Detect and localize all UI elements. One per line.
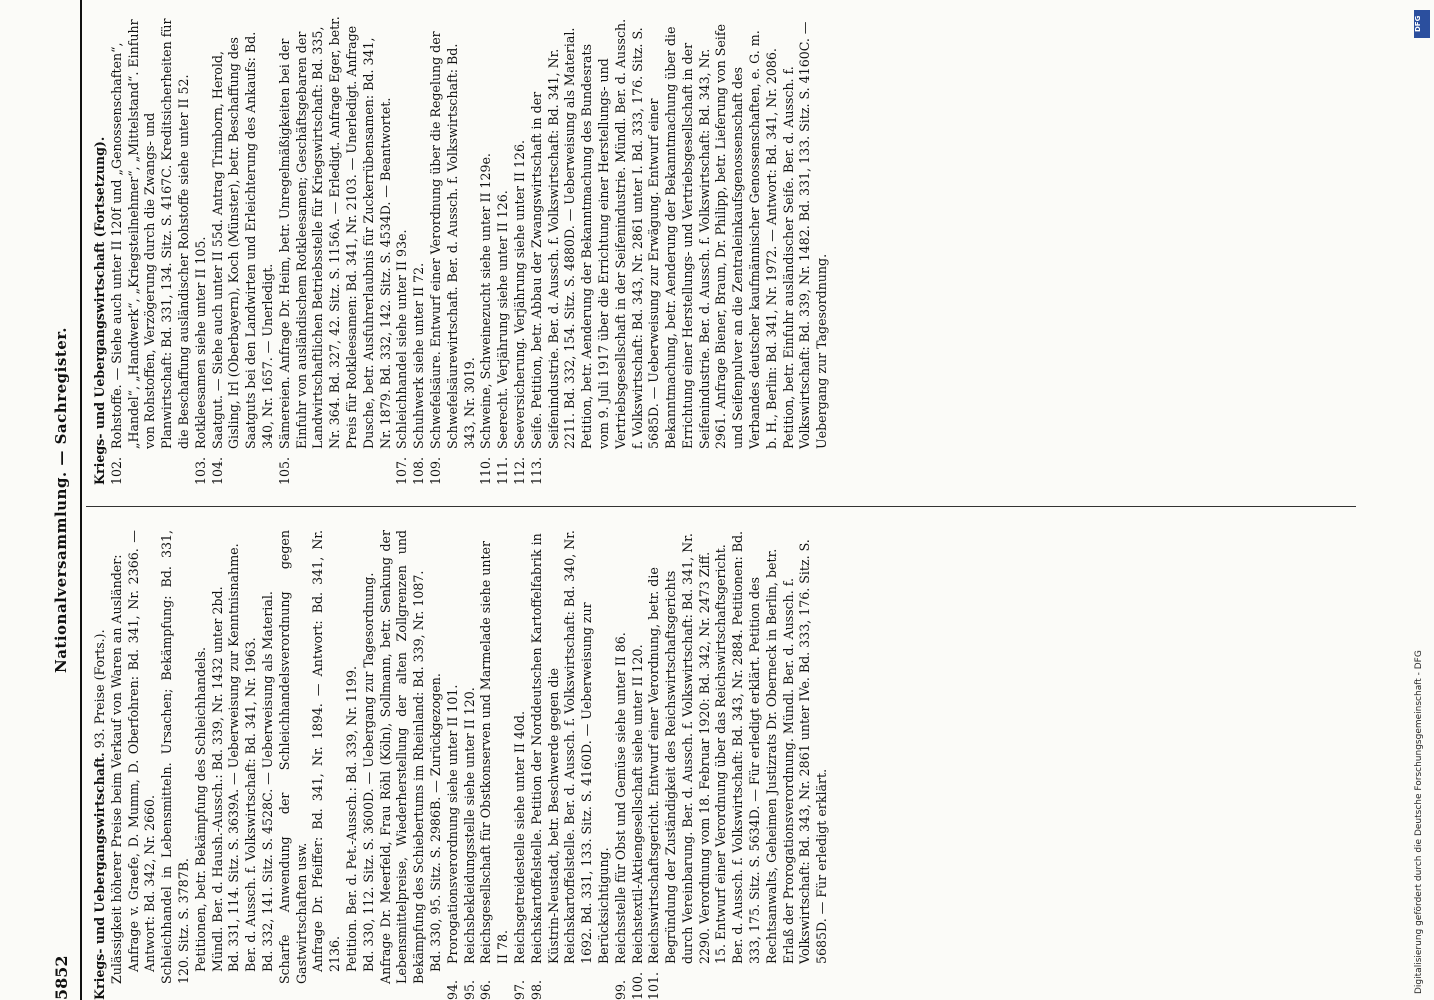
entry-text: Reichstextil-Aktiengesellschaft siehe unter II 120.	[629, 644, 645, 964]
index-entry	[210, 15, 277, 485]
right-column	[92, 12, 1362, 485]
paragraph: Scharfe Anwendung der Schleichhandelsverordnung gegen Gastwirtschaften usw.	[276, 525, 309, 984]
paragraph: Anfrage Dr. Pfeiffer: Bd. 341, Nr. 1894. — Antwort: Bd. 341, Nr. 2136.	[310, 525, 343, 972]
index-entry	[193, 15, 210, 485]
entry-text: Reichsbekleidungsstelle siehe unter II 120.	[461, 687, 477, 964]
paragraph: Bd. 332, 141. Sitz. S. 4528C. — Ueberweisung als Material.	[259, 591, 275, 972]
index-entry	[646, 526, 831, 1000]
entry-number: 104.	[209, 456, 225, 485]
credit-text: Digitalisierung gefördert durch die Deutsche Forschungsgemeinschaft - DFG	[1414, 650, 1424, 994]
index-entry	[495, 15, 512, 485]
index-entry	[276, 12, 395, 485]
index-entry	[109, 15, 193, 485]
right-heading	[92, 15, 109, 485]
page-header	[52, 0, 82, 1000]
entry-text: Seerecht. Verjährung siehe unter II 126.	[495, 190, 511, 449]
entry-number: 111.	[495, 456, 511, 485]
entry-number: 98.	[528, 979, 544, 1000]
index-entry	[613, 530, 630, 1000]
paragraph: Anfrage Dr. Meerfeld, Frau Röhl (Köln), Sollmann, betr. Senkung der Lebensmittelpreise, Wiederherstellung der alten Zollgrenzen und Bekämpfung des Schiebertums im Rheinland: Bd. 339, Nr. 1087.	[377, 525, 427, 984]
paragraph: Anfrage v. Graefe, D. Mumm, D. Oberfohren: Bd. 341, Nr. 2366. — Antwort: Bd. 342, Nr. 2660.	[125, 525, 158, 972]
paragraph: Bd. 330, 95. Sitz. S. 2986B. — Zurückgezogen.	[427, 673, 443, 972]
entry-number: 107.	[394, 456, 410, 485]
entry-number: 108.	[411, 456, 427, 485]
entry-text: Rotkleesamen siehe unter II 105.	[192, 236, 208, 449]
page-number: 5852	[52, 955, 71, 1000]
entry-number: 109.	[427, 456, 443, 485]
index-entry	[529, 15, 831, 485]
index-entry	[428, 15, 478, 485]
entry-number: 100.	[629, 971, 645, 1000]
entry-number: 96.	[478, 979, 494, 1000]
entry-text: Rohstoffe. — Siehe auch unter II 120f und „Genossenschaften“, „Handel“, „Handwerk“, „Kriegsteilnehmer“, „Mittelstand“. Einfuhr von Rohstoffen, Verzögerung durch die Zwangs- und Planwirtschaft: Bd. 331, 134. Sitz. S. 4167C. Kreditsicherheiten für die Beschaffung ausländischer Rohstoffe siehe unter II 52.	[108, 14, 191, 449]
entry-number: 99.	[612, 979, 628, 1000]
index-entry	[512, 530, 529, 1000]
index-entry	[478, 530, 512, 1000]
entry-text: Reichskartoffelstelle. Petition der Norddeutschen Kartoffelfabrik in Küstrin-Neustadt, betr. Beschwerde gegen die Reichskartoffelstelle. Ber. d. Aussch. f. Volkswirtschaft: Bd. 340, Nr. 1692. Bd. 331, 133. Sitz. S. 4160D. — Ueberweisung zur Berücksichtigung.	[528, 526, 611, 964]
entry-text: Reichswirtschaftsgericht. Entwurf einer Verordnung, betr. die Begründung der Zuständigkeit des Reichswirtschaftsgerichts durch Vereinbarung. Ber. d. Aussch. f. Volkswirtschaft: Bd. 341, Nr. 2290. Verordnung vom 18. Februar 1920: Bd. 342, Nr. 2473 Ziff. 15. Entwurf einer Verordnung über das Reichswirtschaftsgericht. Ber. d. Aussch. f. Volkswirtschaft: Bd. 343, Nr. 2884. Petitionen: Bd. 333, 175. Sitz. S. 5634D. — Für erledigt erklärt. Petition des Rechtsanwalts, Geheimen Justizrats Dr. Oberneck in Berlin, betr. Erlaß der Prorogationsverordnung. Mündl. Ber. d. Aussch. f. Volkswirtschaft: Bd. 343, Nr. 2861 unter IVe. Bd. 333, 176. Sitz. S. 5685D. — Für erledigt erklärt.	[646, 526, 830, 964]
index-entry	[411, 15, 428, 485]
index-entry	[528, 526, 613, 1000]
header-rule	[80, 0, 82, 1000]
entry-number: 113.	[528, 456, 544, 485]
paragraph: Bd. 331, 114. Sitz. S. 3639A. — Ueberweisung zur Kenntnisnahme.	[226, 543, 242, 972]
entry-number: 103.	[192, 456, 208, 485]
index-entry	[445, 530, 462, 1000]
entry-text: Schwefelsäure. Entwurf einer Verordnung über die Regelung der Schwefelsäurewirtschaft. Ber. d. Aussch. f. Volkswirtschaft: Bd. 343, Nr. 3019.	[427, 27, 477, 449]
entry-text: Seeversicherung. Verjährung siehe unter II 126.	[511, 139, 527, 449]
column-divider	[86, 506, 1356, 507]
paragraph: Bd. 330, 112. Sitz. S. 3600D. — Uebergang zur Tagesordnung.	[360, 572, 376, 972]
digitization-credit	[1414, 10, 1430, 1000]
entry-number: 101.	[646, 971, 662, 1000]
entry-number: 105.	[276, 456, 292, 485]
entry-text: Schuhwerk siehe unter II 72.	[411, 262, 427, 449]
entry-text: Reichsstelle für Obst und Gemüse siehe unter II 86.	[612, 632, 628, 964]
entry-text: Reichsgetreidestelle siehe unter II 40d.	[511, 711, 527, 964]
paragraph: Petitionen, betr. Bekämpfung des Schleichhandels.	[192, 646, 208, 972]
paragraph: Mündl. Ber. d. Haush.-Aussch.: Bd. 339, Nr. 1432 unter 2bd.	[209, 586, 225, 972]
page-title: Nationalversammlung. — Sachregister.	[52, 327, 70, 674]
paragraph: Zulässigkeit höherer Preise beim Verkauf von Waren an Ausländer:	[108, 554, 124, 984]
entry-text: Seife. Petition, betr. Abbau der Zwangswirtschaft in der Seifenindustrie. Ber. d. Aussch. f. Volkswirtschaft: Bd. 341, Nr. 2211. Bd. 332, 154. Sitz. S. 4880D. — Ueberweisung als Material. Petition, betr. Aenderung der Bekanntmachung des Bundesrats vom 9. Juli 1917 über die Errichtung einer Herstellungs- und Vertriebsgesellschaft in der Seifenindustrie. Mündl. Ber. d. Aussch. f. Volkswirtschaft: Bd. 343, Nr. 2861 unter I. Bd. 333, 176. Sitz. S. 5685D. — Ueberweisung zur Erwägung. Entwurf einer Bekanntmachung, betr. Aenderung der Bekanntmachung über die Errichtung einer Herstellungs- und Vertriebsgesellschaft in der Seifenindustrie. Ber. d. Aussch. f. Volkswirtschaft: Bd. 343, Nr. 2961. Anfrage Biener, Braun, Dr. Philipp, betr. Lieferung von Seife und Seifenpulver an die Zentraleinkaufsgenossenschaft des Verbandes deutscher kaufmännischer Genossenschaften, e. G. m. b. H., Berlin: Bd. 341, Nr. 1972. — Antwort: Bd. 341, Nr. 2086. Petition, betr. Einfuhr ausländischer Seife. Ber. d. Aussch. f. Volkswirtschaft: Bd. 339, Nr. 1482. Bd. 331, 133. Sitz. S. 4160C. — Uebergang zur Tagesordnung.	[528, 14, 830, 449]
entry-number: 94.	[444, 979, 460, 1000]
section-heading: Kriegs- und Uebergangswirtschaft (Fortsetzung).	[92, 136, 107, 485]
index-entry	[512, 15, 529, 485]
left-heading	[92, 530, 109, 1000]
left-column	[92, 525, 1362, 1000]
entry-number: 97.	[511, 979, 527, 1000]
entry-text: Prorogationsverordnung siehe unter II 101.	[444, 684, 460, 964]
index-entry	[462, 530, 479, 1000]
index-entry	[630, 530, 647, 1000]
index-entry	[394, 15, 411, 485]
entry-text: Sämereien. Anfrage Dr. Heim, betr. Unregelmäßigkeiten bei der Einfuhr von ausländischem Rotkleesamen; Geschäftsgebaren der Landwirtschaftlichen Betriebsstelle für Kriegswirtschaft: Bd. 335, Nr. 364. Bd. 327, 42. Sitz. S. 1156A. — Erledigt. Anfrage Eger, betr. Preis für Rotkleesamen: Bd. 341, Nr. 2103. — Unerledigt. Anfrage Dusche, betr. Ausfuhrerlaubnis für Zuckerrübensamen: Bd. 341, Nr. 1879. Bd. 332, 142. Sitz. S. 4534D. — Beantwortet.	[276, 12, 393, 449]
paragraph: Schleichhandel in Lebensmitteln. Ursachen; Bekämpfung: Bd. 331, 120. Sitz. S. 3787B.	[159, 525, 191, 984]
entry-number: 110.	[478, 456, 494, 485]
entry-number: 112.	[511, 456, 527, 485]
entry-text: Schleichhandel siehe unter II 93e.	[394, 229, 410, 449]
section-heading-cont: 93. Preise (Forts.).	[92, 629, 107, 749]
paragraph: Petition. Ber. d. Pet.-Aussch.: Bd. 339, Nr. 1199.	[343, 666, 359, 972]
paragraph: Ber. d. Aussch. f. Volkswirtschaft: Bd. 341, Nr. 1963.	[243, 637, 259, 972]
index-entry	[478, 15, 495, 485]
entry-text: Reichsgesellschaft für Obstkonserven und Marmelade siehe unter II 78.	[478, 536, 511, 964]
entry-text: Schweine, Schweinezucht siehe unter II 129e.	[478, 153, 494, 449]
dfg-logo-icon: DFG	[1414, 10, 1430, 38]
entry-number: 102.	[108, 456, 124, 485]
entry-text: Saatgut. — Siehe auch unter II 55d. Antrag Trimborn, Herold, Gisling, Irl (Oberbayern), Koch (Münster), betr. Beschaffung des Saatguts bei den Landwirten und Erleichterung des Ankaufs: Bd. 340, Nr. 1657. — Unerledigt.	[209, 27, 275, 449]
section-heading: Kriegs- und Uebergangswirtschaft.	[92, 752, 107, 1000]
entry-number: 95.	[461, 979, 477, 1000]
